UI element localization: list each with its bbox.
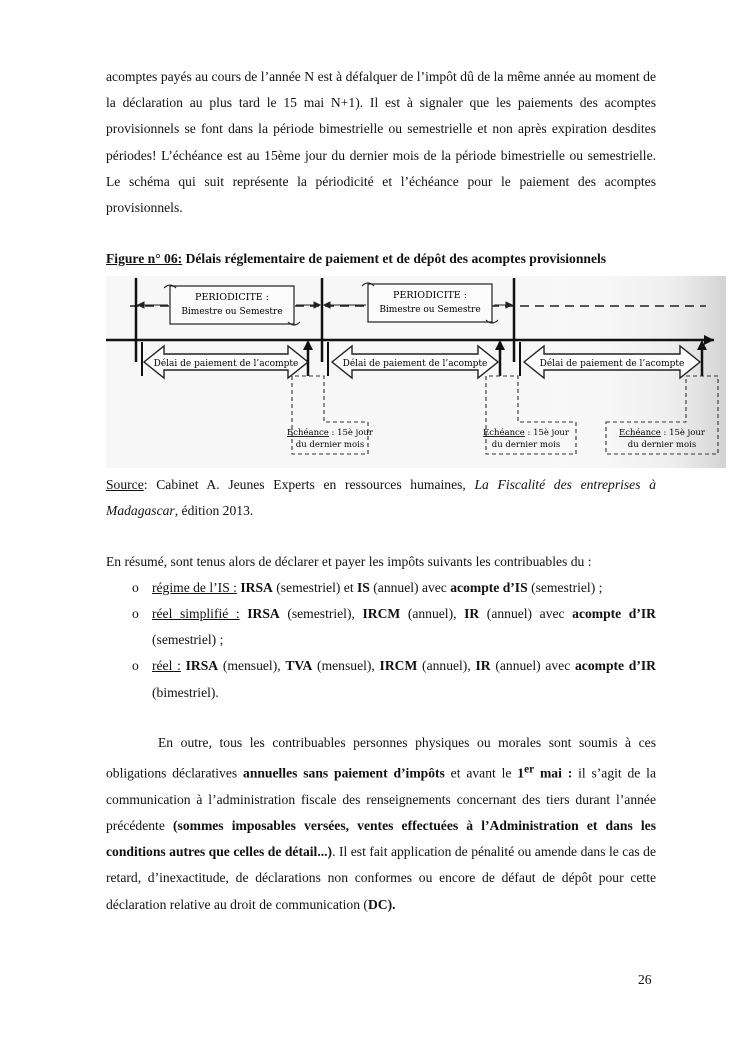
- echeance-label-3: Echéance: [619, 428, 661, 439]
- periodicite-box-1: [164, 285, 300, 325]
- source-edition: , édition 2013.: [174, 503, 254, 519]
- source-text: : Cabinet A. Jeunes Experts en ressources humaines,: [143, 477, 475, 493]
- regime-label: régime de l’IS :: [152, 579, 237, 595]
- figure-title-text: Délais réglementaire de paiement et de dépôt des acomptes provisionnels: [182, 251, 607, 267]
- resume-intro: En résumé, sont tenus alors de déclarer et payer les impôts suivants les contribuables du :: [106, 553, 592, 569]
- periodicite-sub-1: Bimestre ou Semestre: [181, 307, 283, 318]
- echeance-sub-2: du dernier mois: [491, 440, 561, 451]
- figure-label: Figure n° 06:: [106, 251, 183, 267]
- echeance-sub-3: du dernier mois: [627, 440, 697, 451]
- source-title: La Fiscalité des entreprises à Madagascar: [106, 477, 656, 519]
- echeance-label-1: Echéance: [287, 428, 329, 439]
- bullet-icon: o: [132, 579, 139, 595]
- list-item: o régime de l’IS : IRSA (semestriel) et IS (annuel) avec acompte d’IS (semestriel) ;: [132, 575, 656, 601]
- list-item: o réel simplifié : IRSA (semestriel), IRCM (annuel), IR (annuel) avec acompte d’IR (semestriel) ;: [132, 601, 656, 653]
- echeance-rest-2: : 15è jour: [524, 428, 569, 439]
- periodicite-box-2: [362, 283, 498, 323]
- periodicite-sub-2: Bimestre ou Semestre: [379, 305, 481, 316]
- echeance-rest-3: : 15è jour: [660, 428, 705, 439]
- svg-text:Echéance : 15è jour: [483, 427, 570, 438]
- svg-text:Echéance : 15è jour: [287, 427, 374, 438]
- echeance-rest-1: : 15è jour: [328, 428, 373, 439]
- delai-label-2: Délai de paiement de l’acompte: [342, 359, 488, 370]
- regime-label: réel simplifié :: [152, 606, 240, 622]
- spacer: [106, 706, 656, 730]
- delai-label-1: Délai de paiement de l’acompte: [153, 359, 299, 370]
- delai-label-3: Délai de paiement de l’acompte: [539, 359, 685, 370]
- page-content: [106, 64, 705, 918]
- list-item: o réel : IRSA (mensuel), TVA (mensuel), IRCM (annuel), IR (annuel) avec acompte d’IR (bimestriel).: [132, 653, 656, 705]
- source-label: Source: [106, 477, 144, 493]
- spacer: [106, 525, 656, 549]
- svg-text:Echéance : 15è jour: [619, 427, 706, 438]
- regime-list: [106, 575, 656, 706]
- intro-paragraph: acomptes payés au cours de l’année N est à défalquer de l’impôt dû de la même année au moment de la déclaration au plus tard le 15 mai N+1). Il est à signaler que les paiements des acomptes provisionnels se font dans la période bimestrielle ou semestrielle et non après expiration desdites périodes! L’échéance est au 15ème jour du dernier mois de la période bimestrielle ou semestrielle. Le schéma qui suit représente la périodicité et l’échéance pour le paiement des acomptes provisionnels.: [106, 69, 656, 216]
- diagram-figure: [106, 276, 726, 468]
- regime-label: réel :: [152, 658, 181, 674]
- periodicite-title-1: PERIODICITE :: [195, 292, 269, 304]
- bullet-icon: o: [132, 658, 139, 674]
- echeance-sub-1: du dernier mois: [295, 440, 365, 451]
- figure-title: [106, 248, 656, 270]
- periodicite-title-2: PERIODICITE :: [393, 290, 467, 302]
- page-number: 26: [638, 972, 652, 987]
- figure-source: [106, 472, 656, 524]
- final-paragraph: En outre, tous les contribuables personnes physiques ou morales sont soumis à ces obligations déclaratives annuelles sans paiement d’impôts et avant le 1er mai : il s’agit de la communication à l’administration fiscale des renseignements concernant des tiers durant l’année précédente (sommes imposables versées, ventes effectuées à l’Administration et dans les conditions autres que celles de détail...). Il est fait application de pénalité ou amende dans le cas de retard, d’inexactitude, de déclarations non conformes ou encore de défaut de dépôt pour cette déclaration relative au droit de communication (DC).: [106, 734, 656, 912]
- timeline-diagram: [106, 276, 726, 468]
- bullet-icon: o: [132, 606, 139, 622]
- echeance-label-2: Echéance: [483, 428, 525, 439]
